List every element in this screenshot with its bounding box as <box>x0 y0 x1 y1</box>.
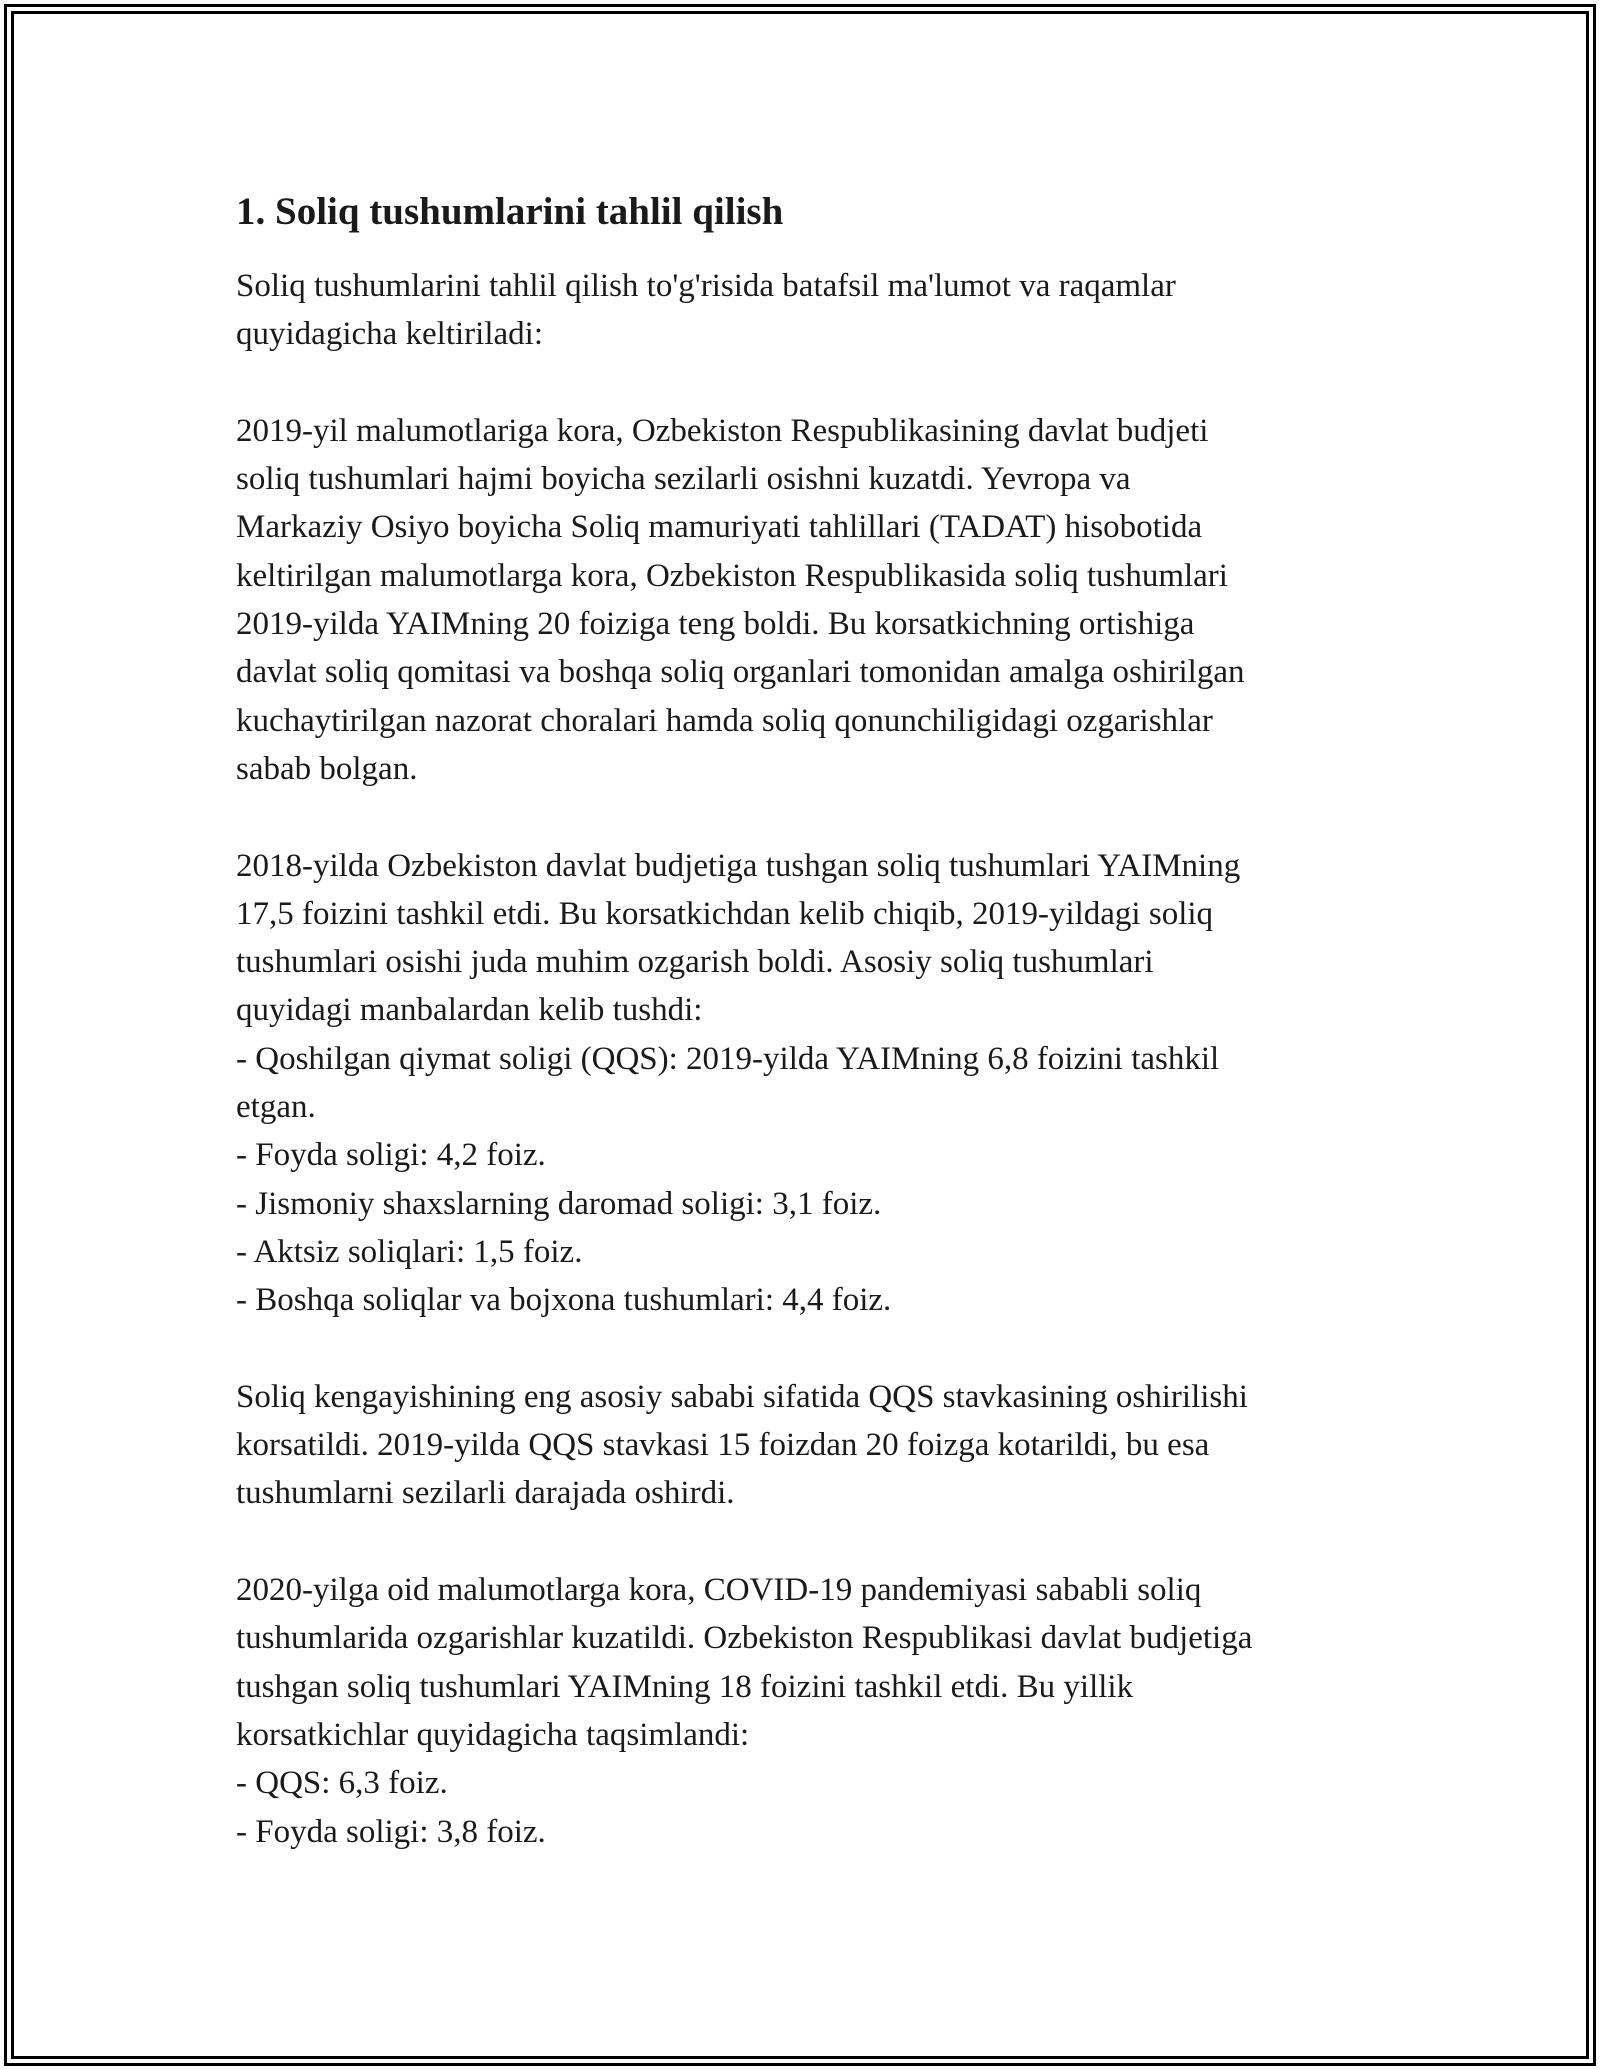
text-line: - Foyda soligi: 4,2 foiz. <box>236 1137 546 1174</box>
paragraph <box>236 1373 1376 1518</box>
text-line: 2018-yilda Ozbekiston davlat budjetiga tushgan soliq tushumlari YAIMning <box>236 847 1241 884</box>
text-line: sabab bolgan. <box>236 750 418 787</box>
paragraph-gap <box>236 1325 1376 1373</box>
paragraph <box>236 1566 1376 1856</box>
paragraphs-container <box>236 262 1376 1856</box>
paragraph-gap <box>236 359 1376 407</box>
text-line: Soliq kengayishining eng asosiy sababi sifatida QQS stavkasining oshirilishi <box>236 1378 1248 1415</box>
text-line: - Boshqa soliqlar va bojxona tushumlari: 4,4 foiz. <box>236 1282 892 1319</box>
text-line: - Jismoniy shaxslarning daromad soligi: 3,1 foiz. <box>236 1185 882 1222</box>
text-line: korsatkichlar quyidagicha taqsimlandi: <box>236 1716 750 1753</box>
text-line: kuchaytirilgan nazorat choralari hamda soliq qonunchiligidagi ozgarishlar <box>236 702 1213 739</box>
text-line: 2020-yilga oid malumotlarga kora, COVID-19 pandemiyasi sababli soliq <box>236 1572 1202 1609</box>
text-line: quyidagicha keltiriladi: <box>236 316 543 353</box>
text-line: Soliq tushumlarini tahlil qilish to'g'risida batafsil ma'lumot va raqamlar <box>236 268 1176 304</box>
text-line: - Qoshilgan qiymat soligi (QQS): 2019-yilda YAIMning 6,8 foizini tashkil <box>236 1040 1220 1077</box>
paragraph-gap <box>236 1518 1376 1566</box>
text-line: tushumlarni sezilarli darajada oshirdi. <box>236 1475 735 1512</box>
paragraph <box>236 407 1376 793</box>
text-line: quyidagi manbalardan kelib tushdi: <box>236 992 703 1029</box>
text-line: 2019-yilda YAIMning 20 foiziga teng boldi. Bu korsatkichning ortishiga <box>236 606 1195 643</box>
document-body <box>236 188 1376 1856</box>
text-line: soliq tushumlari hajmi boyicha sezilarli osishni kuzatdi. Yevropa va <box>236 461 1131 498</box>
text-line: 17,5 foizini tashkil etdi. Bu korsatkichdan kelib chiqib, 2019-yildagi soliq <box>236 895 1214 932</box>
text-line: Markaziy Osiyo boyicha Soliq mamuriyati tahlillari (TADAT) hisobotida <box>236 509 1203 546</box>
text-line: davlat soliq qomitasi va boshqa soliq organlari tomonidan amalga oshirilgan <box>236 654 1245 691</box>
paragraph <box>236 842 1376 1325</box>
paragraph <box>236 262 1376 359</box>
text-line: tushumlarida ozgarishlar kuzatildi. Ozbekiston Respublikasi davlat budjetiga <box>236 1620 1253 1657</box>
text-line: tushumlari osishi juda muhim ozgarish boldi. Asosiy soliq tushumlari <box>236 944 1154 981</box>
paragraph-gap <box>236 793 1376 841</box>
section-heading: 1. Soliq tushumlarini tahlil qilish <box>236 190 784 233</box>
text-line: etgan. <box>236 1089 316 1126</box>
text-line: - Foyda soligi: 3,8 foiz. <box>236 1813 546 1850</box>
text-line: tushgan soliq tushumlari YAIMning 18 foizini tashkil etdi. Bu yillik <box>236 1668 1134 1705</box>
text-line: - QQS: 6,3 foiz. <box>236 1765 448 1802</box>
text-line: keltirilgan malumotlarga kora, Ozbekiston Respublikasida soliq tushumlari <box>236 557 1228 594</box>
text-line: - Aktsiz soliqlari: 1,5 foiz. <box>236 1233 583 1270</box>
text-line: korsatildi. 2019-yilda QQS stavkasi 15 foizdan 20 foizga kotarildi, bu esa <box>236 1427 1210 1464</box>
text-line: 2019-yil malumotlariga kora, Ozbekiston Respublikasining davlat budjeti <box>236 412 1209 449</box>
